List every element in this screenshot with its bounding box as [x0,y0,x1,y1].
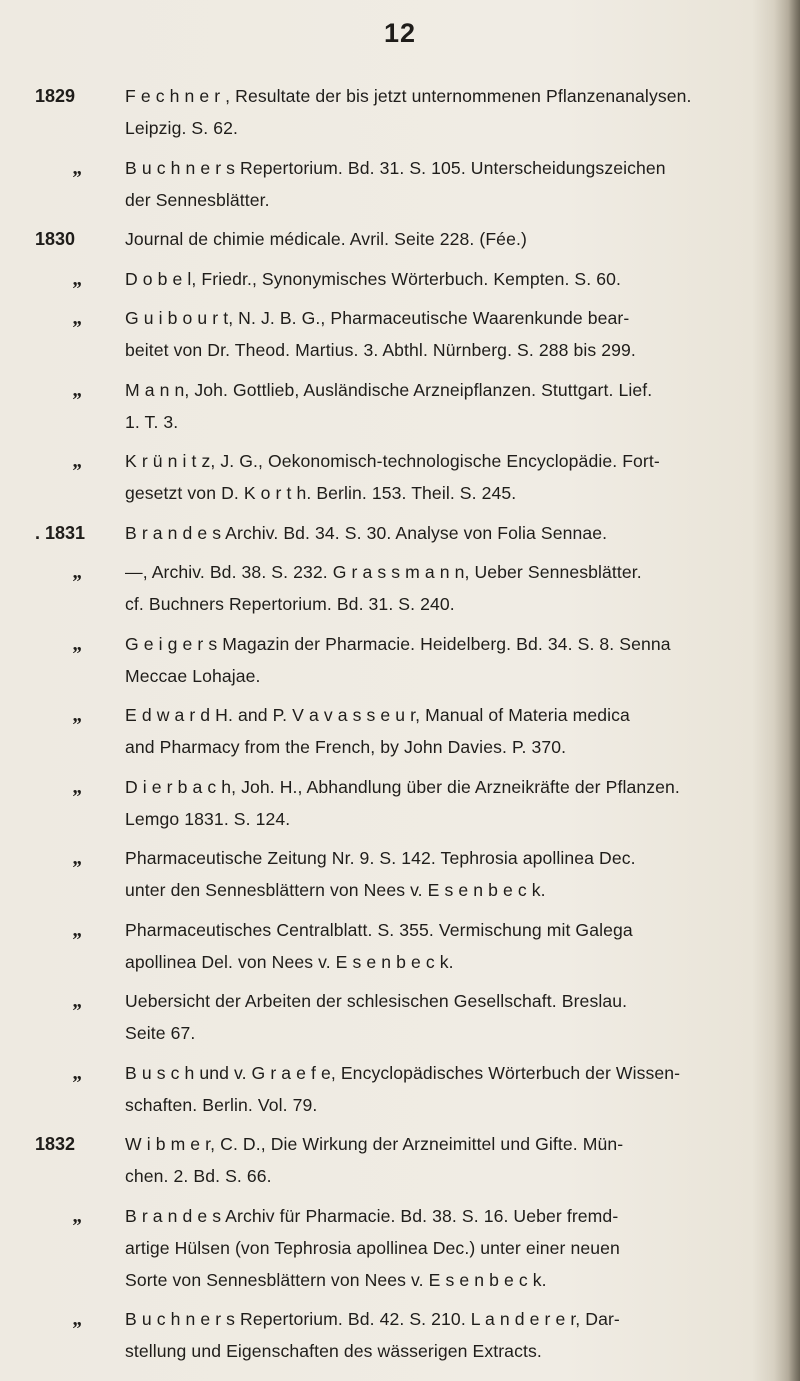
entry-line: D i e r b a c h, Joh. H., Abhandlung über die Arzneikräfte der Pflanzen. [125,776,680,797]
ditto-mark: „ [73,632,83,655]
entry-line: F e c h n e r , Resultate der bis jetzt unternommenen Pflanzenanalysen. [125,86,692,106]
entry-year: . 1831 [35,522,86,543]
entry-line: B u s c h und v. G r a e f e, Encyclopädisches Wörterbuch der Wissen- [125,1062,681,1083]
entry-line: K r ü n i t z, J. G., Oekonomisch-technologische Encyclopädie. Fort- [125,451,660,471]
entry-text [125,263,770,295]
ditto-mark: „ [73,1204,83,1227]
ditto-mark: „ [73,267,83,290]
bibliography-entry [35,152,770,216]
entry-line: G e i g e r s Magazin der Pharmacie. Heidelberg. Bd. 34. S. 8. Senna [125,633,671,654]
entry-line: Pharmaceutische Zeitung Nr. 9. S. 142. Tephrosia apollinea Dec. [125,848,636,868]
bibliography-list [35,80,770,1375]
entry-line: W i b m e r, C. D., Die Wirkung der Arzneimittel und Gifte. Mün- [125,1134,624,1154]
bibliography-entry [35,302,770,366]
entry-line: artige Hülsen (von Tephrosia apollinea Dec.) unter einer neuen [125,1237,620,1258]
bibliography-entry [35,1303,770,1367]
ditto-mark: „ [73,847,83,869]
entry-year: 1830 [35,229,76,249]
entry-text [125,914,770,978]
page-edge-shadow [774,0,800,1381]
bibliography-entry [35,985,770,1049]
bibliography-entry [35,699,770,763]
entry-text [125,517,770,549]
entry-line: chen. 2. Bd. S. 66. [125,1166,272,1186]
entry-line: Meccae Lohajae. [125,665,261,686]
entry-line: unter den Sennesblättern von Nees v. E s e n b e c k. [125,880,546,900]
entry-line: B u c h n e r s Repertorium. Bd. 42. S. 210. L a n d e r e r, Dar- [125,1309,620,1329]
ditto-mark: „ [73,378,83,401]
bibliography-entry [35,445,770,509]
entry-line: Uebersicht der Arbeiten der schlesischen Gesellschaft. Breslau. [125,991,628,1011]
entry-line: der Sennesblätter. [125,189,270,210]
entry-line: —, Archiv. Bd. 38. S. 232. G r a s s m a n n, Ueber Sennesblätter. [125,562,642,582]
entry-text [125,302,770,366]
entry-line: gesetzt von D. K o r t h. Berlin. 153. Theil. S. 245. [125,483,517,503]
entry-text [125,556,770,620]
ditto-mark: „ [73,450,83,472]
bibliography-entry [35,556,770,620]
entry-text [125,985,770,1049]
entry-text [125,628,770,692]
bibliography-entry [35,842,770,906]
page-number: 12 [383,18,417,48]
entry-year: 1829 [35,86,76,106]
bibliography-entry [35,263,770,295]
bibliography-entry [35,1128,770,1192]
entry-line: B r a n d e s Archiv für Pharmacie. Bd. 38. S. 16. Ueber fremd- [125,1205,619,1226]
entry-line: 1. T. 3. [125,411,179,432]
entry-line: and Pharmacy from the French, by John Davies. P. 370. [125,737,567,757]
entry-text [125,1057,770,1121]
entry-line: stellung und Eigenschaften des wässerigen Extracts. [125,1341,542,1361]
entry-line: G u i b o u r t, N. J. B. G., Pharmaceutische Waarenkunde bear- [125,308,630,328]
entry-line: B u c h n e r s Repertorium. Bd. 31. S. 105. Unterscheidungszeichen [125,157,666,178]
entry-text [125,699,770,763]
entry-line: Sorte von Sennesblättern von Nees v. E s e n b e c k. [125,1269,547,1290]
entry-year: 1832 [35,1134,76,1154]
entry-line: beitet von Dr. Theod. Martius. 3. Abthl. Nürnberg. S. 288 bis 299. [125,340,636,360]
bibliography-entry [35,223,770,255]
entry-line: cf. Buchners Repertorium. Bd. 31. S. 240. [125,594,455,614]
bibliography-entry [35,628,770,692]
bibliography-entry [35,1200,770,1296]
entry-line: schaften. Berlin. Vol. 79. [125,1094,318,1115]
ditto-mark: „ [73,156,83,179]
ditto-mark: „ [73,1061,83,1084]
entry-text [125,80,770,144]
entry-line: Journal de chimie médicale. Avril. Seite 228. (Fée.) [125,229,527,249]
entry-line: apollinea Del. von Nees v. E s e n b e c k. [125,951,454,972]
entry-text [125,1128,770,1192]
entry-line: Leipzig. S. 62. [125,118,238,138]
entry-line: Pharmaceutisches Centralblatt. S. 355. Vermischung mit Galega [125,919,633,940]
ditto-mark: „ [73,918,83,941]
bibliography-entry [35,80,770,144]
entry-text [125,1200,770,1296]
bibliography-entry [35,374,770,438]
entry-text [125,1303,770,1367]
entry-text [125,842,770,906]
entry-line: D o b e l, Friedr., Synonymisches Wörterbuch. Kempten. S. 60. [125,268,622,289]
bibliography-entry [35,1057,770,1121]
ditto-mark: „ [73,307,83,329]
bibliography-entry [35,517,770,549]
entry-line: M a n n, Joh. Gottlieb, Ausländische Arzneipflanzen. Stuttgart. Lief. [125,379,653,400]
entry-text [125,771,770,835]
entry-text [125,223,770,255]
entry-text [125,445,770,509]
ditto-mark: „ [73,704,83,726]
entry-text [125,152,770,216]
bibliography-entry [35,914,770,978]
entry-line: B r a n d e s Archiv. Bd. 34. S. 30. Analyse von Folia Sennae. [125,522,608,543]
ditto-mark: „ [73,775,83,798]
ditto-mark: „ [73,1308,83,1330]
entry-text [125,374,770,438]
bibliography-entry [35,771,770,835]
entry-line: Seite 67. [125,1023,196,1043]
ditto-mark: „ [73,990,83,1012]
entry-line: Lemgo 1831. S. 124. [125,808,291,829]
ditto-mark: „ [73,561,83,583]
entry-line: E d w a r d H. and P. V a v a s s e u r, Manual of Materia medica [125,705,630,725]
